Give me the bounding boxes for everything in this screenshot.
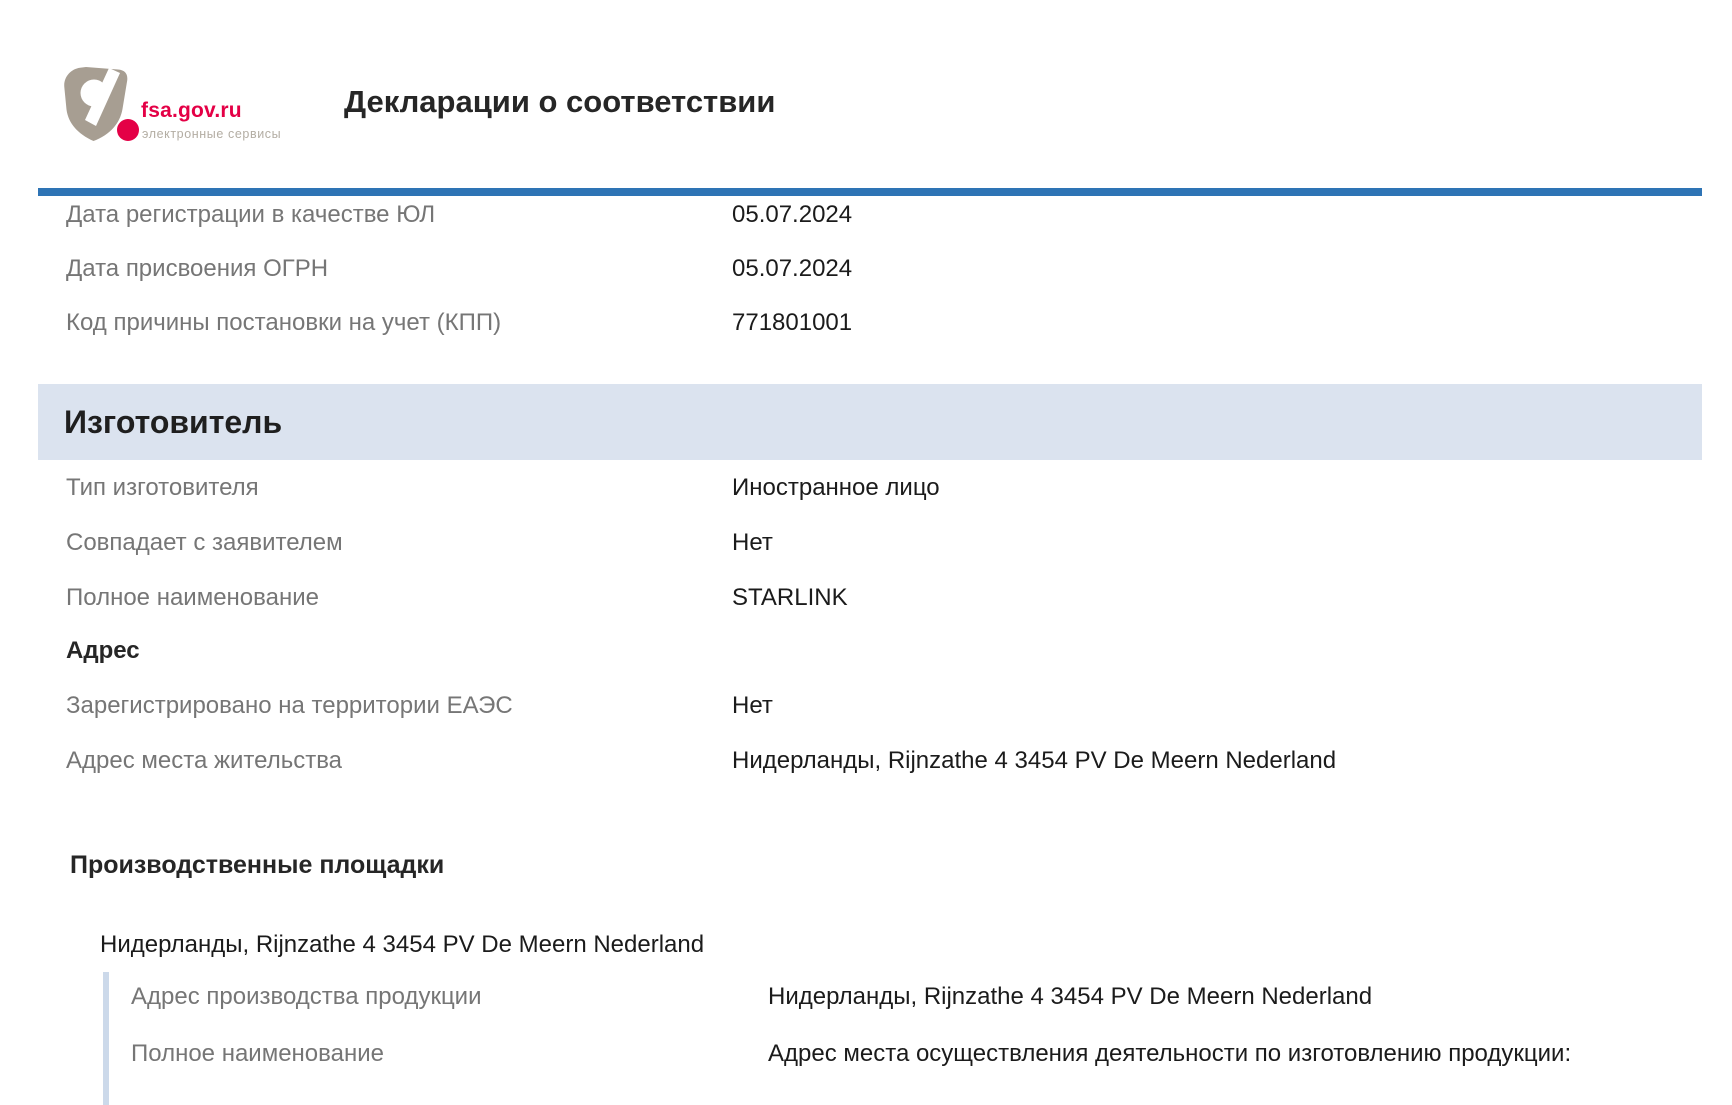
- field-value: Адрес места осуществления деятельности по изготовлению продукции:: [768, 1040, 1572, 1067]
- field-value: Нет: [732, 692, 773, 719]
- field-label: Совпадает с заявителем: [66, 529, 343, 556]
- address-subheader: Адрес: [66, 637, 140, 664]
- field-row-manufacturer-type: [0, 471, 1732, 505]
- field-label: Код причины постановки на учет (КПП): [66, 309, 502, 336]
- production-site-name: Нидерланды, Rijnzathe 4 3454 PV De Meern Nederland: [100, 931, 705, 958]
- field-label: Полное наименование: [131, 1040, 384, 1067]
- field-label: Дата регистрации в качестве ЮЛ: [66, 201, 436, 228]
- field-value: 05.07.2024: [732, 201, 853, 228]
- field-label: Тип изготовителя: [66, 474, 259, 501]
- field-label: Зарегистрировано на территории ЕАЭС: [66, 692, 513, 719]
- header-divider-bar: [38, 188, 1702, 196]
- field-row-production-full-name: [0, 1037, 1732, 1071]
- brand-tagline: электронные сервисы: [142, 127, 282, 141]
- field-value: Нет: [732, 529, 773, 556]
- brand-name: fsa.gov.ru: [141, 99, 242, 122]
- field-label: Адрес места жительства: [66, 747, 343, 774]
- field-row-ogrn-date: [0, 252, 1732, 286]
- field-label: Дата присвоения ОГРН: [66, 255, 329, 282]
- page-title: Декларации о соответствии: [344, 84, 776, 119]
- fsa-shield-logo-icon: [58, 64, 140, 144]
- field-value: Нидерланды, Rijnzathe 4 3454 PV De Meern Nederland: [732, 747, 1337, 774]
- field-row-residence-address: [0, 744, 1732, 778]
- production-sites-header: Производственные площадки: [70, 851, 445, 879]
- field-row-kpp: [0, 306, 1732, 340]
- field-row-eaes-registered: [0, 689, 1732, 723]
- field-row-registration-date: [0, 198, 1732, 232]
- field-value: 05.07.2024: [732, 255, 853, 282]
- section-header-manufacturer: [38, 384, 1702, 460]
- field-row-production-address: [0, 980, 1732, 1014]
- field-label: Адрес производства продукции: [131, 983, 482, 1010]
- field-value: 771801001: [732, 309, 853, 336]
- field-row-same-as-applicant: [0, 526, 1732, 560]
- section-title: Изготовитель: [64, 403, 283, 440]
- field-value: Нидерланды, Rijnzathe 4 3454 PV De Meern Nederland: [768, 983, 1373, 1010]
- field-value: Иностранное лицо: [732, 474, 940, 501]
- field-row-full-name: [0, 581, 1732, 615]
- field-value: STARLINK: [732, 584, 848, 611]
- field-label: Полное наименование: [66, 584, 319, 611]
